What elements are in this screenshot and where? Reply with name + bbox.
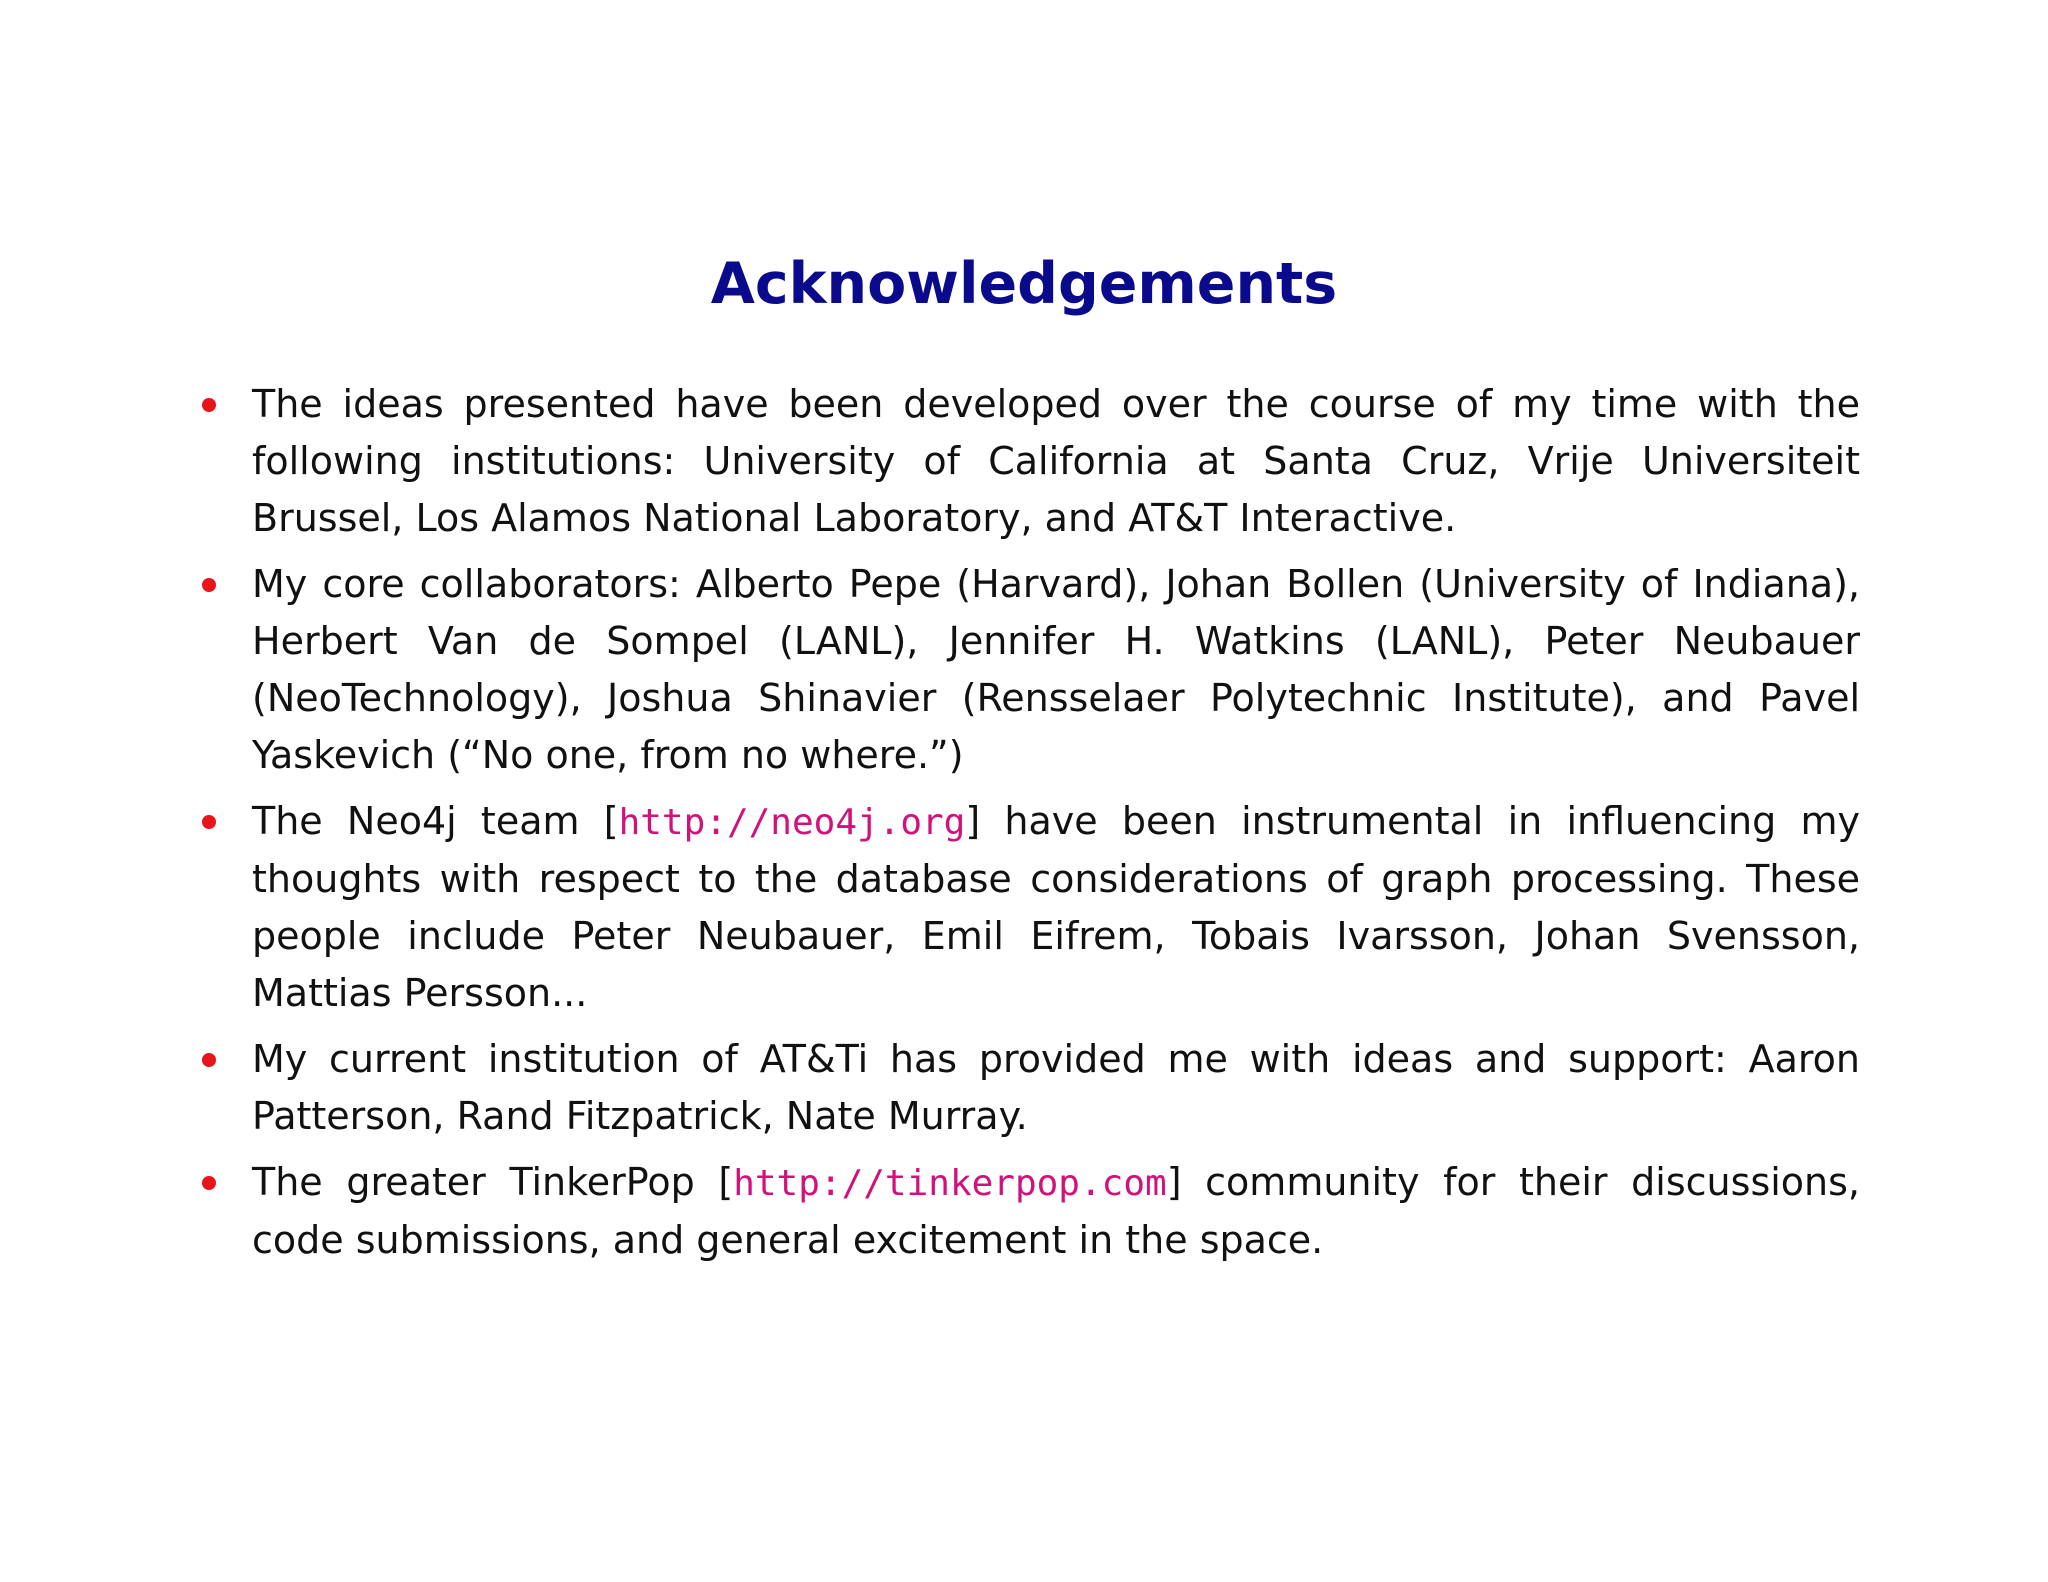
list-item-current-institution bbox=[196, 1031, 1860, 1145]
tinkerpop-link[interactable]: http://tinkerpop.com bbox=[733, 1163, 1167, 1204]
list-item-tinkerpop-community bbox=[196, 1154, 1860, 1269]
acknowledgement-list bbox=[196, 376, 1860, 1278]
list-item-text-after-link: ] have been instrumental in influencing my thoughts with respect to the database considerations of graph processing. These people include Peter Neubauer, Emil Eifrem, Tobais Ivarsson, Johan Svensson, Mattias Persson... bbox=[252, 799, 1860, 1015]
list-item-text: The ideas presented have been developed over the course of my time with the following institutions: University of California at Santa Cruz, Vrije Universiteit Brussel, Los Alamos National Laboratory, and AT&T Interactive. bbox=[252, 382, 1860, 540]
list-item-text-before-link: The Neo4j team [ bbox=[252, 799, 619, 843]
neo4j-link[interactable]: http://neo4j.org bbox=[618, 802, 966, 843]
slide-title: Acknowledgements bbox=[710, 251, 1338, 317]
bullet-dot-icon bbox=[202, 815, 216, 829]
list-item-institutions bbox=[196, 376, 1860, 547]
list-item-text-before-link: The greater TinkerPop [ bbox=[252, 1160, 734, 1204]
bullet-dot-icon bbox=[202, 1176, 216, 1190]
list-item-text-after-link: ] community for their discussions, code submissions, and general excitement in the space. bbox=[252, 1160, 1861, 1262]
bullet-dot-icon bbox=[202, 398, 216, 412]
list-item-neo4j-team bbox=[196, 793, 1860, 1022]
bullet-dot-icon bbox=[202, 578, 216, 592]
list-item-text: My current institution of AT&Ti has provided me with ideas and support: Aaron Patterson, Rand Fitzpatrick, Nate Murray. bbox=[252, 1037, 1860, 1138]
list-item-text: My core collaborators: Alberto Pepe (Harvard), Johan Bollen (University of Indiana), Herbert Van de Sompel (LANL), Jennifer H. Watkins (LANL), Peter Neubauer (NeoTechnology), Joshua Shinavier (Rensselaer Polytechnic Institute), and Pavel Yaskevich (“No one, from no where.”) bbox=[252, 562, 1860, 777]
bullet-dot-icon bbox=[202, 1053, 216, 1067]
list-item-collaborators bbox=[196, 556, 1860, 784]
